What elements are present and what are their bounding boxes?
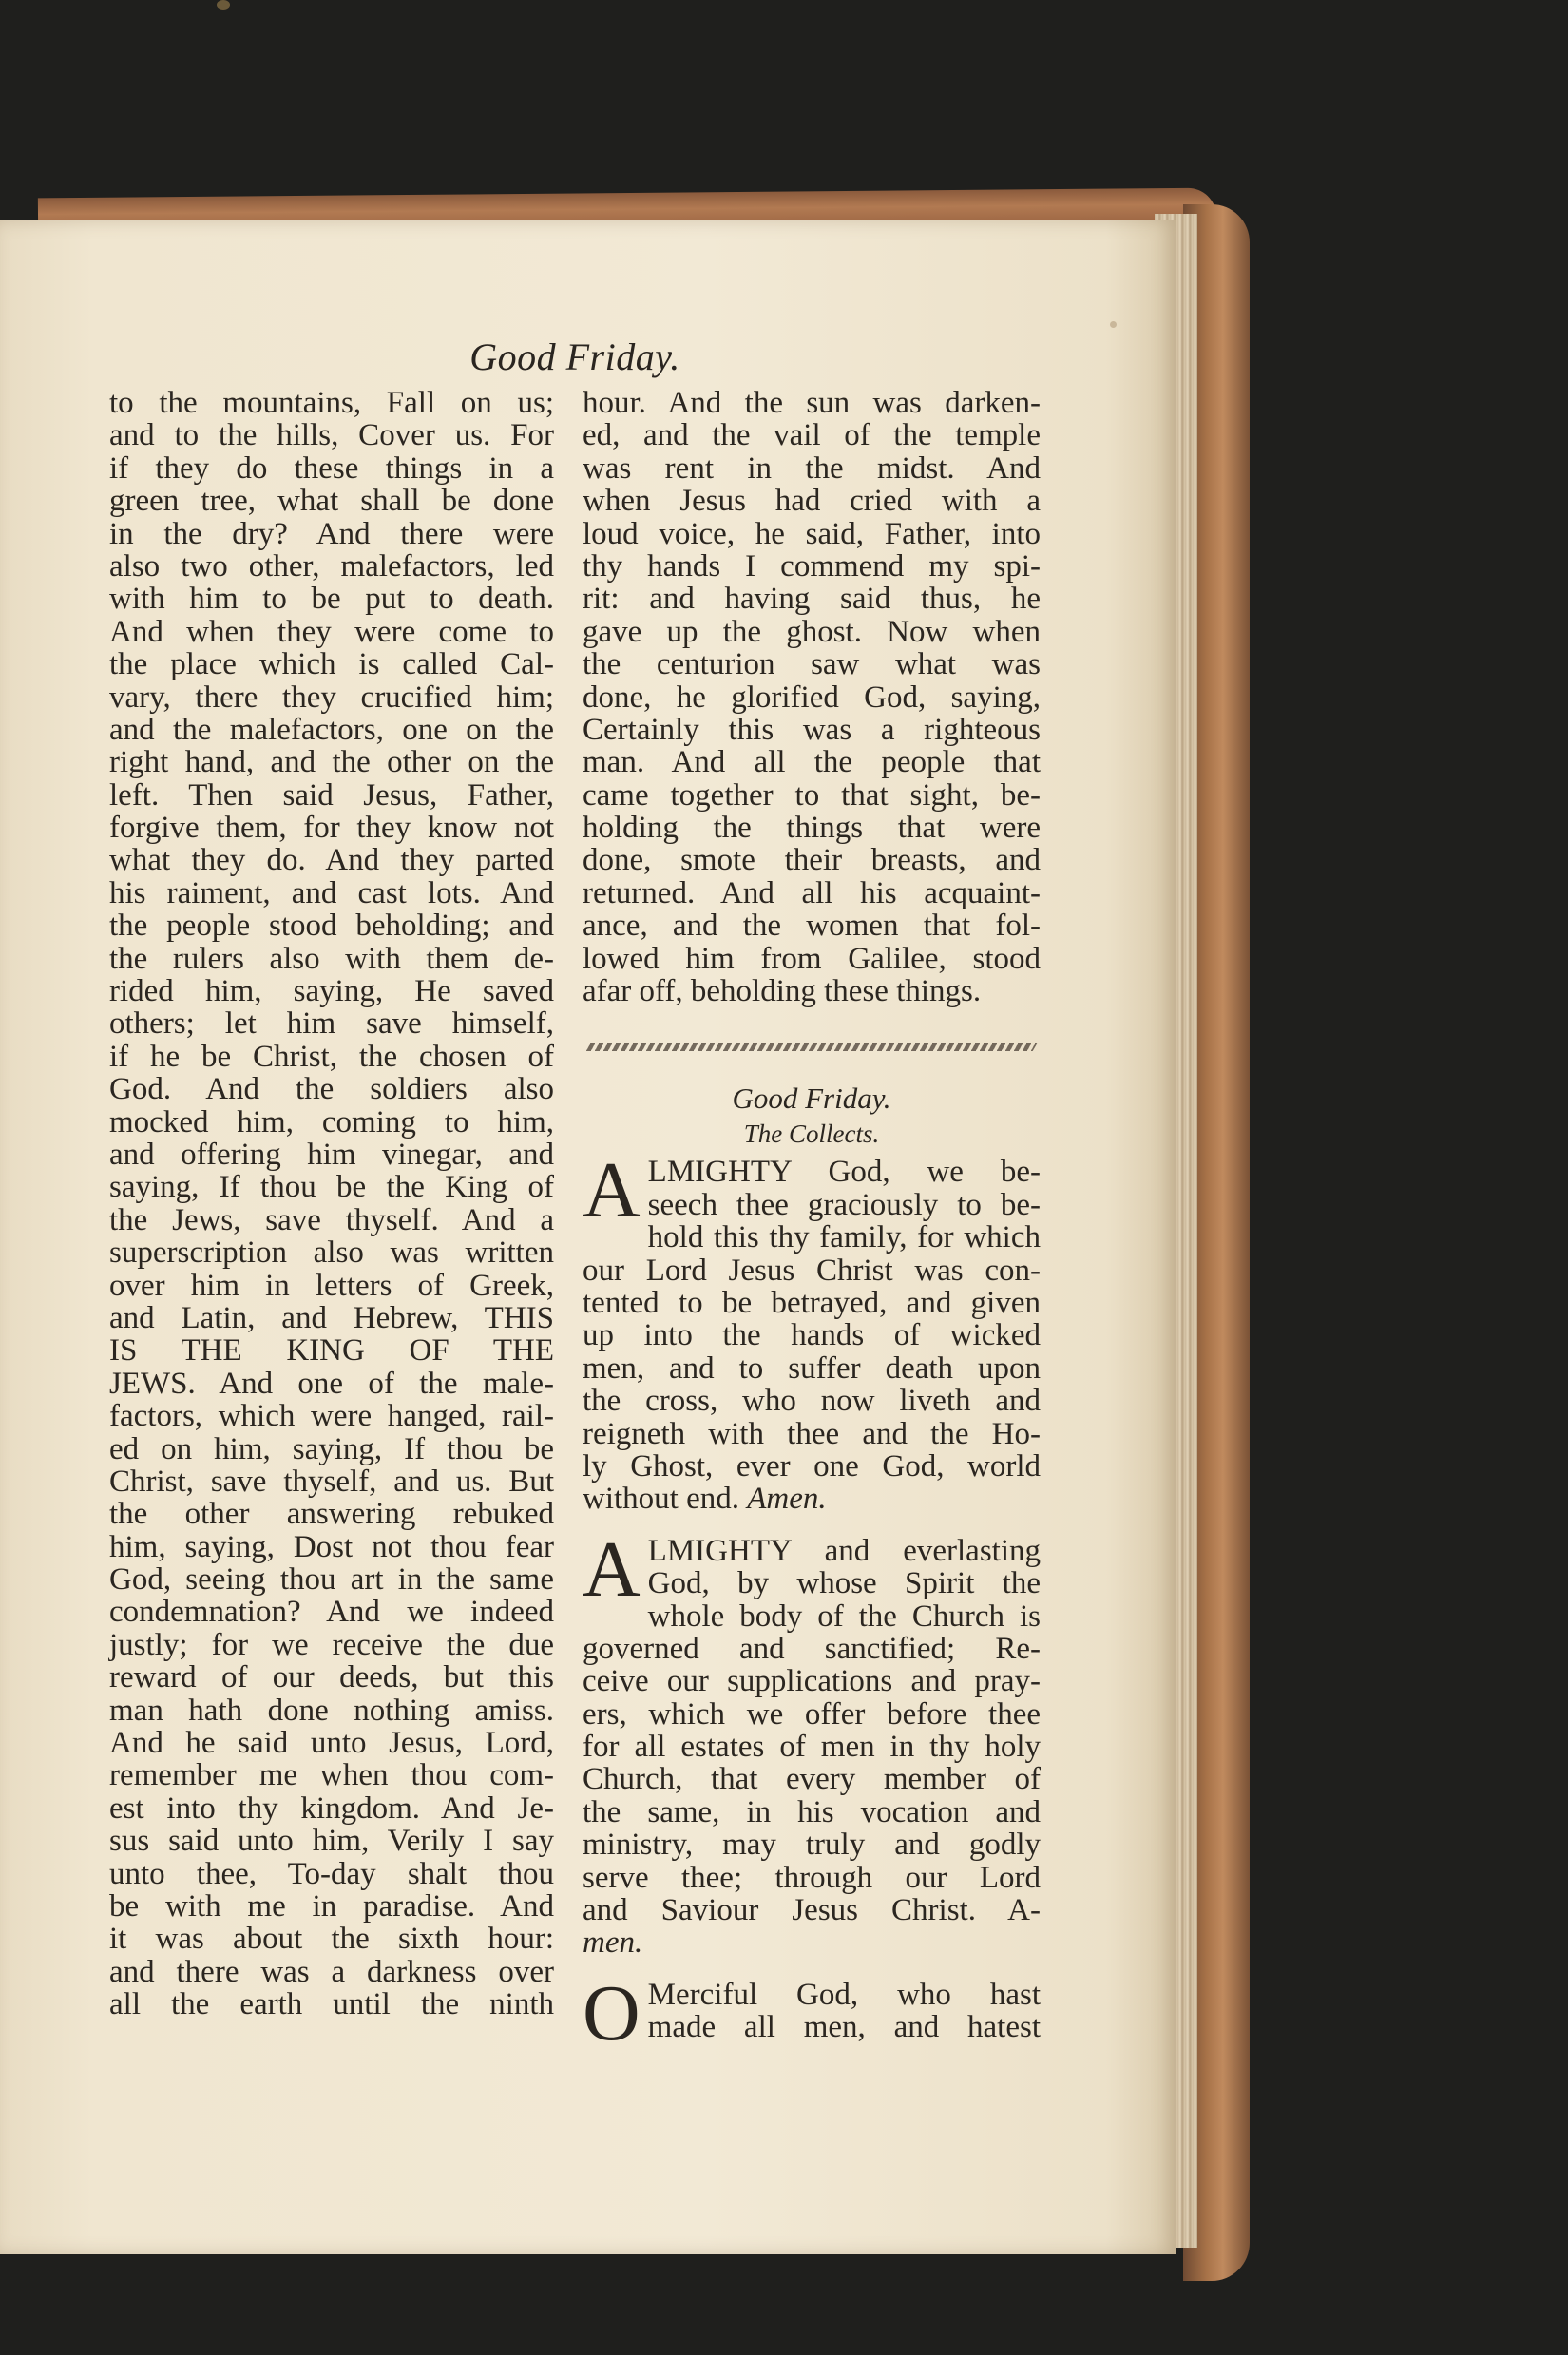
text-line: ers, which we offer before thee xyxy=(583,1696,1041,1732)
text-line: unto thee, To-day shalt thou xyxy=(109,1856,554,1891)
text-line: over him in letters of Greek, xyxy=(109,1268,554,1303)
text-line: and to the hills, Cover us. For xyxy=(109,418,554,453)
text-line: the cross, who now liveth and xyxy=(583,1384,1041,1419)
text-line: also two other, malefactors, led xyxy=(109,548,554,584)
right-column xyxy=(583,386,1041,2058)
text-line: ceive our supplications and pray- xyxy=(583,1664,1041,1699)
text-line: LMIGHTY and everlasting xyxy=(647,1533,1041,1568)
text-line: ed, and the vail of the temple xyxy=(583,418,1041,453)
text-line: tented to be betrayed, and given xyxy=(583,1285,1041,1320)
text-line: God. And the soldiers also xyxy=(109,1072,554,1107)
dust-speck xyxy=(217,0,230,10)
text-line: Merciful God, who hast xyxy=(647,1977,1041,2012)
text-line: ministry, may truly and godly xyxy=(583,1828,1041,1863)
text-line: done, smote their breasts, and xyxy=(583,843,1041,878)
text-line: justly; for we receive the due xyxy=(109,1627,554,1662)
text-line: whole body of the Church is xyxy=(647,1599,1041,1634)
section-title: Good Friday. xyxy=(732,1082,891,1116)
text-line: est into thy kingdom. And Je- xyxy=(109,1790,554,1826)
ornamental-rule xyxy=(586,1043,1038,1051)
text-line: rided him, saying, He saved xyxy=(109,974,554,1009)
text-line: Christ, save thyself, and us. But xyxy=(109,1464,554,1499)
text-line: thy hands I commend my spi- xyxy=(583,548,1041,584)
text-line: and offering him vinegar, and xyxy=(109,1137,554,1172)
text-line: Church, that every member of xyxy=(583,1762,1041,1797)
text-line: up into the hands of wicked xyxy=(583,1318,1041,1353)
text-line: green tree, what shall be done xyxy=(109,484,554,519)
collect-1 xyxy=(583,1146,1041,1517)
text-line: to the mountains, Fall on us; xyxy=(109,386,554,420)
text-line: hold this thy family, for which xyxy=(647,1220,1041,1255)
text-line: returned. And all his acquaint- xyxy=(583,875,1041,910)
text-line: and Latin, and Hebrew, THIS xyxy=(109,1300,554,1335)
text-line: him, saying, Dost not thou fear xyxy=(109,1529,554,1564)
text-line: done, he glorified God, saying, xyxy=(583,680,1041,715)
text-line: loud voice, he said, Father, into xyxy=(583,516,1041,551)
collect-2 xyxy=(583,1524,1041,1961)
collect-3-text xyxy=(583,1979,1041,2044)
text-line: forgive them, for they know not xyxy=(109,811,554,846)
text-line: And when they were come to xyxy=(109,614,554,649)
text-line: men, and to suffer death upon xyxy=(583,1350,1041,1386)
text-line: ance, and the women that fol- xyxy=(583,909,1041,944)
text-line: made all men, and hatest xyxy=(647,2010,1041,2045)
text-line: the people stood beholding; and xyxy=(109,909,554,944)
drop-cap-initial: O xyxy=(583,1968,641,2058)
text-line: governed and sanctified; Re- xyxy=(583,1631,1041,1666)
text-line: And he said unto Jesus, Lord, xyxy=(109,1726,554,1761)
drop-cap-initial: A xyxy=(583,1146,641,1235)
text-line: condemnation? And we indeed xyxy=(109,1595,554,1630)
text-line: Certainly this was a righteous xyxy=(583,712,1041,747)
text-line: reward of our deeds, but this xyxy=(109,1660,554,1695)
collect-2-last-line: men. xyxy=(583,1925,643,1961)
text-line: with him to be put to death. xyxy=(109,582,554,617)
text-line: superscription also was written xyxy=(109,1235,554,1271)
section-subtitle: The Collects. xyxy=(743,1120,880,1149)
text-line: came together to that sight, be- xyxy=(583,777,1041,813)
text-line: God, by whose Spirit the xyxy=(647,1566,1041,1601)
text-line: JEWS. And one of the male- xyxy=(109,1366,554,1401)
gospel-continuation xyxy=(583,387,1041,1007)
text-line: afar off, beholding these things. xyxy=(583,974,982,1009)
text-line: the rulers also with them de- xyxy=(109,941,554,976)
text-line: left. Then said Jesus, Father, xyxy=(109,777,554,813)
text-line: the Jews, save thyself. And a xyxy=(109,1202,554,1237)
text-line: and Saviour Jesus Christ. A- xyxy=(583,1893,1041,1928)
text-line: hour. And the sun was darken- xyxy=(583,386,1041,420)
text-line: ed on him, saying, If thou be xyxy=(109,1431,554,1466)
amen: Amen. xyxy=(747,1482,827,1517)
text-line: his raiment, and cast lots. And xyxy=(109,875,554,910)
running-head: Good Friday. xyxy=(469,335,680,378)
text-line: was rent in the midst. And xyxy=(583,450,1041,486)
text-line: serve thee; through our Lord xyxy=(583,1860,1041,1895)
text-line: sus said unto him, Verily I say xyxy=(109,1824,554,1859)
text-line: saying, If thou be the King of xyxy=(109,1170,554,1205)
text-line: for all estates of men in thy holy xyxy=(583,1730,1041,1765)
text-line: ly Ghost, ever one God, world xyxy=(583,1448,1041,1484)
text-line: all the earth until the ninth xyxy=(109,1987,554,2022)
text-line: it was about the sixth hour: xyxy=(109,1922,554,1957)
text-line: man. And all the people that xyxy=(583,745,1041,780)
book-page xyxy=(0,220,1176,2254)
text-line: right hand, and the other on the xyxy=(109,745,554,780)
text-line: and there was a darkness over xyxy=(109,1954,554,1989)
text-line: gave up the ghost. Now when xyxy=(583,614,1041,649)
collect-1-last-line: without end. Amen. xyxy=(583,1482,827,1517)
text-line: and the malefactors, one on the xyxy=(109,712,554,747)
text-line: holding the things that were xyxy=(583,811,1041,846)
text-line: the other answering rebuked xyxy=(109,1497,554,1532)
text-line: vary, there they crucified him; xyxy=(109,680,554,715)
collect-2-text xyxy=(583,1524,1041,1928)
text-line: the same, in his vocation and xyxy=(583,1794,1041,1829)
dust-speck xyxy=(1110,321,1117,328)
text-line: if he be Christ, the chosen of xyxy=(109,1039,554,1074)
text-line: IS THE KING OF THE xyxy=(109,1333,554,1369)
text-line: God, seeing thou art in the same xyxy=(109,1562,554,1598)
text-line: remember me when thou com- xyxy=(109,1758,554,1793)
text-line: in the dry? And there were xyxy=(109,516,554,551)
left-column xyxy=(109,387,554,2021)
drop-cap-initial: A xyxy=(583,1524,641,1614)
text-line: when Jesus had cried with a xyxy=(583,484,1041,519)
text-line: if they do these things in a xyxy=(109,450,554,486)
text-line: be with me in paradise. And xyxy=(109,1888,554,1924)
text-line: rit: and having said thus, he xyxy=(583,582,1041,617)
text-line: others; let him save himself, xyxy=(109,1006,554,1042)
text-line: factors, which were hanged, rail- xyxy=(109,1399,554,1434)
text-line: the place which is called Cal- xyxy=(109,647,554,682)
text-line: the centurion saw what was xyxy=(583,647,1041,682)
text-line: lowed him from Galilee, stood xyxy=(583,941,1041,976)
text-line: LMIGHTY God, we be- xyxy=(647,1155,1041,1190)
collect-1-text xyxy=(583,1146,1041,1484)
text-line: seech thee graciously to be- xyxy=(647,1187,1041,1222)
text-line: reigneth with thee and the Ho- xyxy=(583,1416,1041,1451)
text-line: our Lord Jesus Christ was con- xyxy=(583,1253,1041,1288)
text-line: man hath done nothing amiss. xyxy=(109,1693,554,1728)
collect-3 xyxy=(583,1968,1041,2058)
text-line: mocked him, coming to him, xyxy=(109,1104,554,1139)
text-line: what they do. And they parted xyxy=(109,843,554,878)
